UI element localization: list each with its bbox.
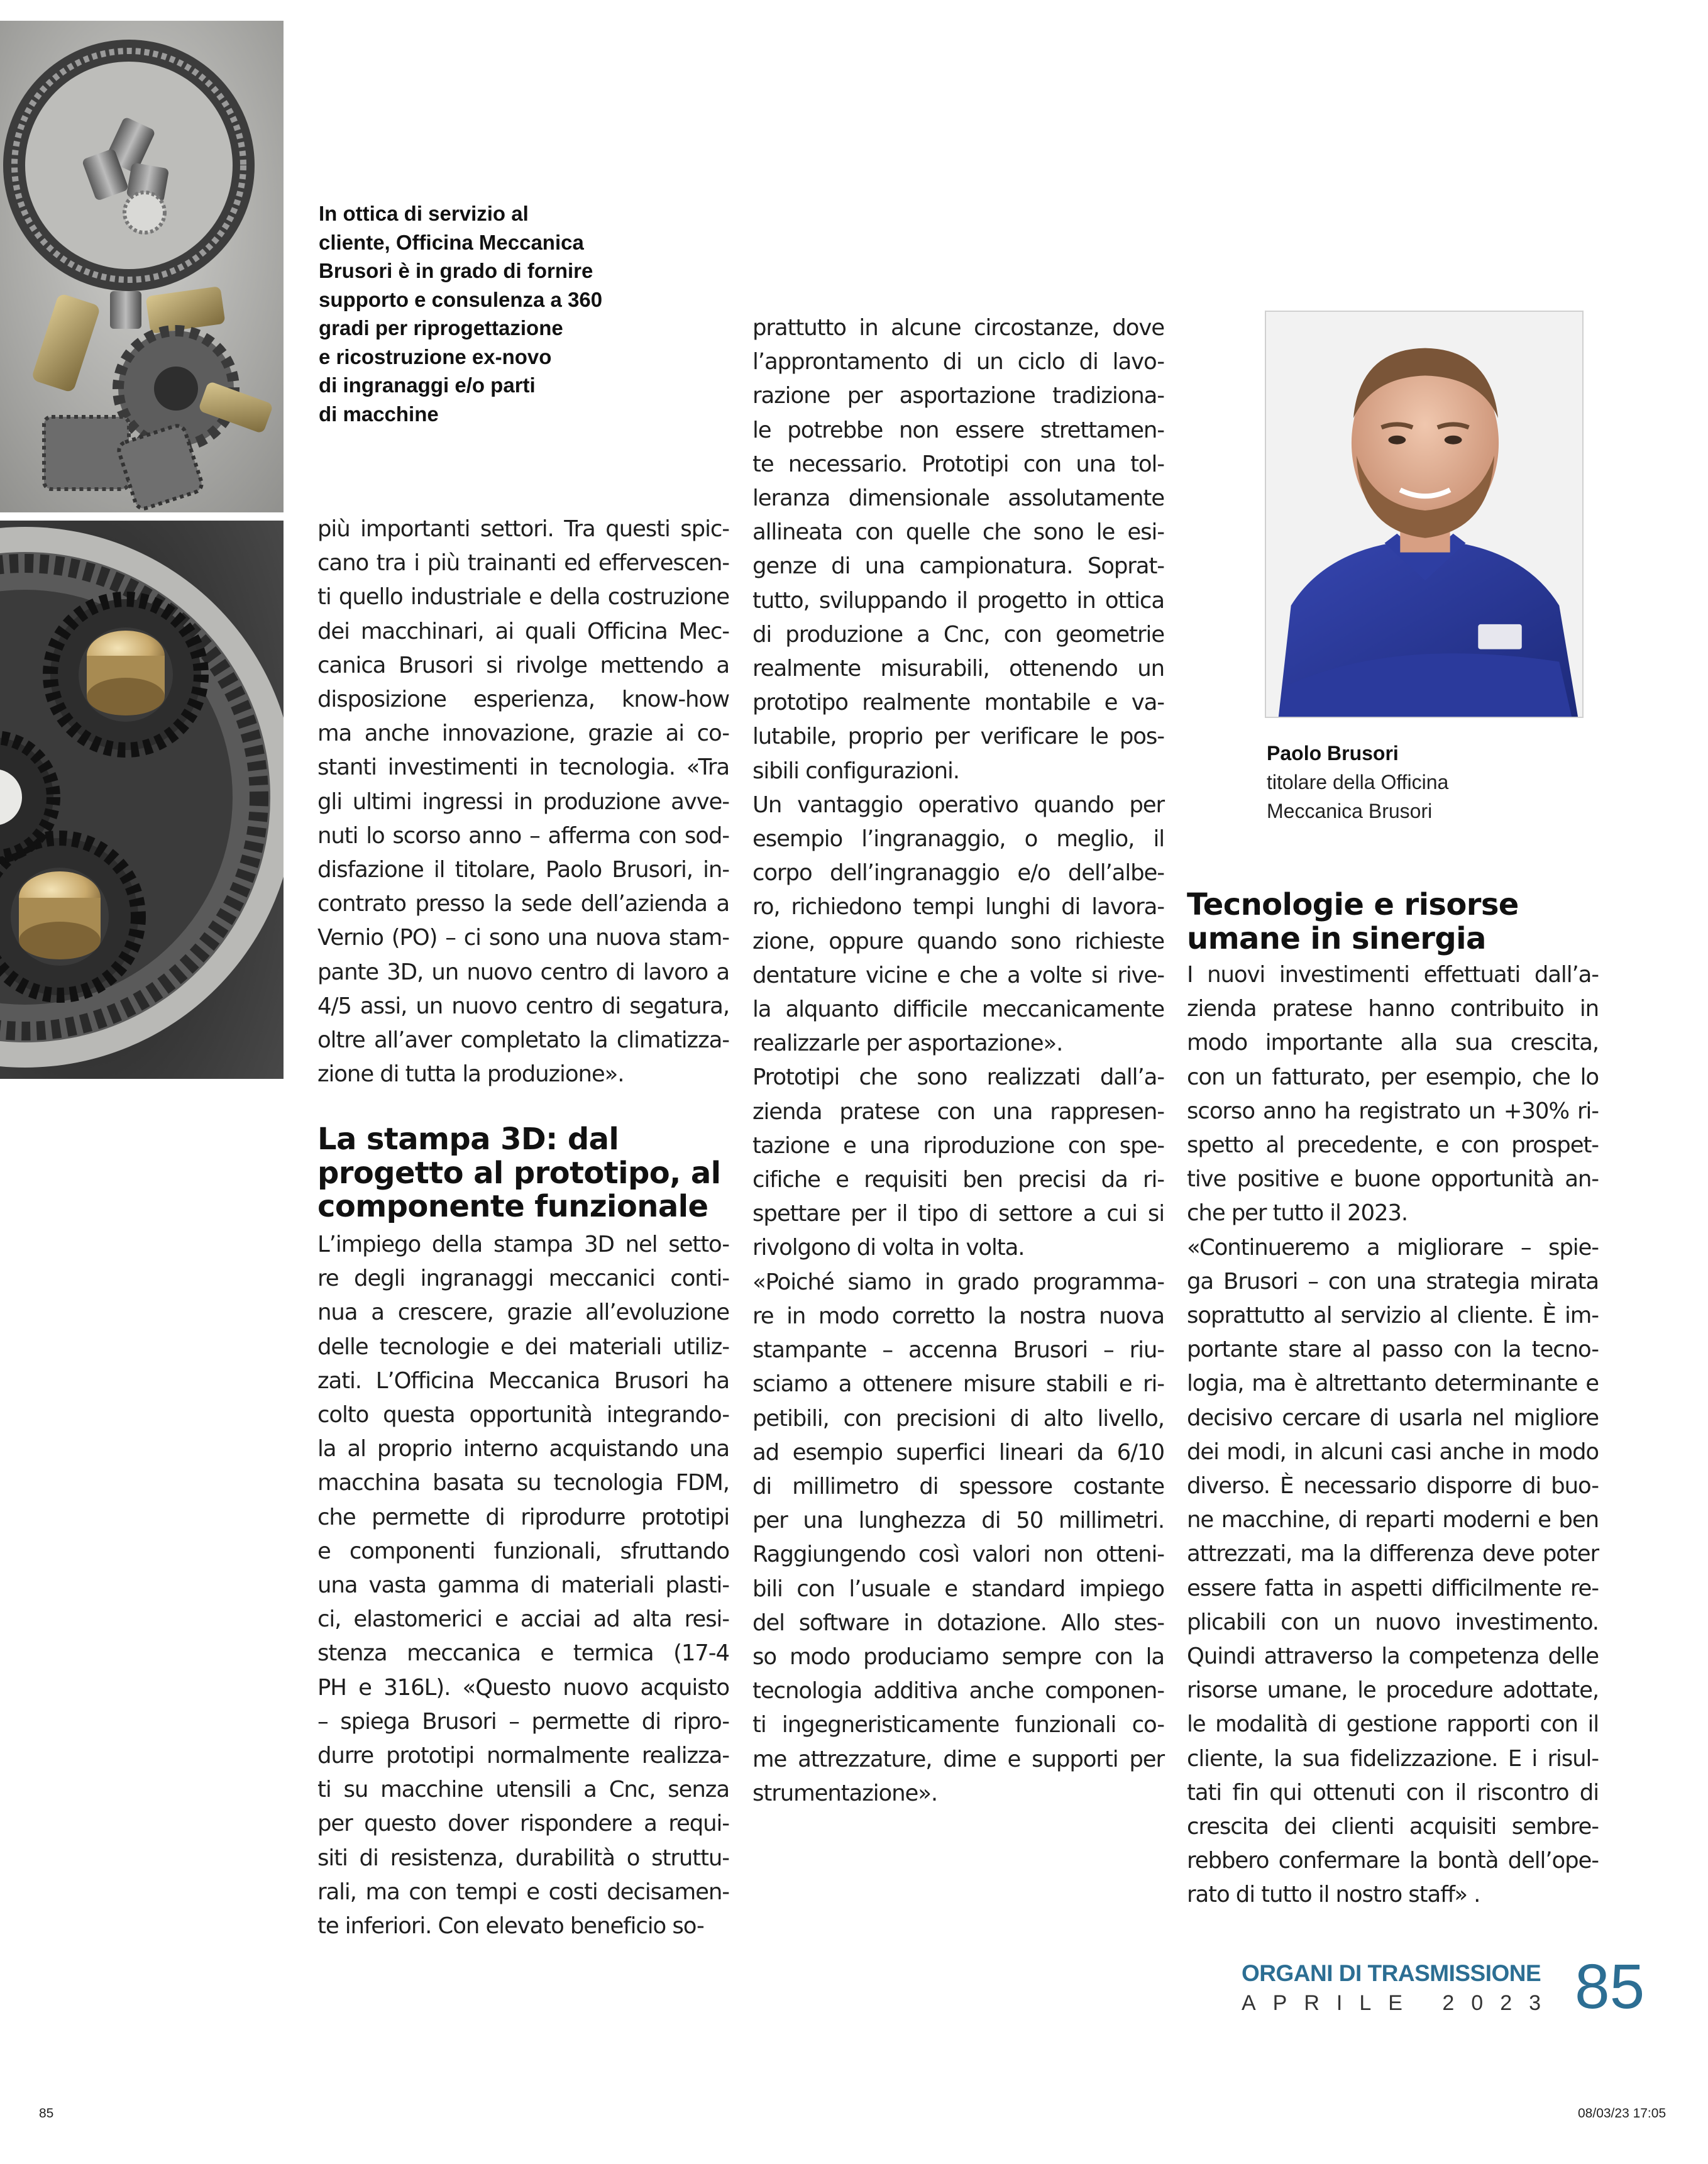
text-line: tutto, sviluppando il progetto in ottica	[752, 587, 1164, 614]
text-line: realizzarle per asportazione».	[752, 1030, 1063, 1057]
text-line: crescita dei clienti acquisiti sembre-	[1187, 1814, 1599, 1840]
text-line: Un vantaggio operativo quando per	[752, 792, 1164, 818]
text-line: ti quello industriale e della costruzione	[317, 584, 729, 610]
column-1-body	[317, 1228, 729, 1943]
section-heading-3d-printing	[317, 1123, 758, 1224]
heading-line: componente funzionale	[317, 1189, 708, 1224]
text-line: ma anche innovazione, grazie ai co-	[317, 720, 729, 747]
column-3-body	[1187, 958, 1599, 1913]
text-line: bili con l’usuale e standard impiego	[752, 1576, 1164, 1602]
section-heading-technologies	[1187, 888, 1627, 956]
text-line: dentature vicine e che a volte si rive-	[752, 962, 1164, 988]
text-line: realmente misurabili, ottenendo un	[752, 656, 1164, 682]
text-line: stampante – accenna Brusori – riu-	[752, 1337, 1164, 1364]
text-line: prattutto in alcune circostanze, dove	[752, 315, 1164, 341]
text-line: spettare per il tipo di settore a cui si	[752, 1201, 1164, 1227]
text-line: spetto al precedente, e con prospet-	[1187, 1132, 1599, 1159]
text-line: rebbero confermare la bontà dell’ope-	[1187, 1848, 1599, 1874]
text-line: plicabili con un nuovo investimento.	[1187, 1609, 1599, 1635]
magazine-name: ORGANI DI TRASMISSIONE	[1242, 1960, 1541, 1986]
text-line: disfazione il titolare, Paolo Brusori, in-	[317, 857, 729, 883]
text-line: – spiega Brusori – permette di ripro-	[317, 1708, 729, 1735]
text-line: la alquanto difficile meccanicamente	[752, 996, 1164, 1023]
text-line: logia, ma è altrettanto determinante e	[1187, 1371, 1599, 1397]
text-line: che per tutto il 2023.	[1187, 1200, 1408, 1227]
text-line: delle tecnologie e dei materiali utiliz-	[317, 1333, 729, 1360]
text-line: ne macchine, di reparti moderni e ben	[1187, 1507, 1599, 1533]
text-line: zione di tutta la produzione».	[317, 1061, 624, 1088]
text-line: allineata con quelle che sono le esi-	[752, 519, 1164, 546]
text-line: zione, oppure quando sono richieste	[752, 928, 1164, 954]
text-line: con un fatturato, per esempio, che lo	[1187, 1064, 1599, 1090]
text-line: L’impiego della stampa 3D nel setto-	[317, 1232, 729, 1257]
text-line: rali, ma con tempi e costi decisamen-	[317, 1879, 729, 1905]
text-line: re in modo corretto la nostra nuova	[752, 1303, 1164, 1329]
text-line: «Poiché siamo in grado programma-	[752, 1269, 1164, 1295]
text-line: ad esempio superfici lineari da 6/10	[752, 1439, 1164, 1466]
text-line: la al proprio interno acquistando una	[317, 1436, 729, 1462]
planetary-gear-photo	[0, 521, 284, 1079]
heading-line: progetto al prototipo, al	[317, 1155, 721, 1191]
caption-line: di ingranaggi e/o parti	[319, 373, 536, 397]
text-line: e componenti funzionali, sfruttando	[317, 1538, 729, 1564]
text-line: modo importante alla sua crescita,	[1187, 1030, 1599, 1056]
text-line: gli ultimi ingressi in produzione avve-	[317, 788, 729, 815]
text-line: dei modi, in alcuni casi anche in modo	[1187, 1438, 1599, 1465]
text-line: durre prototipi normalmente realizza-	[317, 1743, 729, 1769]
text-line: nuti lo scorso anno – afferma con sod-	[317, 822, 729, 849]
photo-caption	[319, 199, 627, 428]
caption-line: In ottica di servizio al	[319, 202, 529, 225]
column-1-intro	[317, 512, 729, 1091]
text-line: cifiche e requisiti ben precisi da ri-	[752, 1167, 1164, 1193]
text-line: portante stare al passo con la tecno-	[1187, 1337, 1599, 1363]
caption-line: e ricostruzione ex-novo	[319, 345, 552, 368]
text-line: pante 3D, un nuovo centro di lavoro a	[317, 959, 729, 985]
text-line: rivolgono di volta in volta.	[752, 1235, 1025, 1261]
text-line: esempio l’ingranaggio, o meglio, il	[752, 826, 1164, 853]
text-line: me attrezzature, dime e supporti per	[752, 1746, 1164, 1772]
text-line: cano tra i più trainanti ed effervescen-	[317, 550, 729, 577]
text-line: ro, richiedono tempi lunghi di lavora-	[752, 894, 1164, 920]
text-line: nua a crescere, grazie all’evoluzione	[317, 1300, 729, 1326]
text-line: per questo dover rispondere a requi-	[317, 1811, 729, 1837]
text-line: disposizione esperienza, know-how	[317, 687, 729, 713]
caption-line: gradi per riprogettazione	[319, 316, 563, 340]
text-line: so modo produciamo sempre con la	[752, 1643, 1164, 1670]
text-line: corpo dell’ingranaggio e/o dell’albe-	[752, 860, 1164, 886]
text-line: essere fatta in aspetti difficilmente re-	[1187, 1575, 1599, 1601]
text-line: «Continueremo a migliorare – spie-	[1187, 1234, 1599, 1261]
text-line: I nuovi investimenti effettuati dall’a-	[1187, 962, 1599, 988]
text-line: macchina basata su tecnologia FDM,	[317, 1470, 729, 1496]
heading-line: La stampa 3D: dal	[317, 1122, 619, 1157]
text-line: ga Brusori – con una strategia mirata	[1187, 1268, 1599, 1295]
text-line: scorso anno ha registrato un +30% ri-	[1187, 1098, 1599, 1124]
text-line: zienda pratese con una rappresen-	[752, 1098, 1164, 1125]
gear-parts-photo	[0, 21, 284, 512]
text-line: leranza dimensionale assolutamente	[752, 485, 1164, 512]
text-line: le modalità di gestione rapporti con il	[1187, 1711, 1599, 1738]
caption-line: cliente, Officina Meccanica	[319, 230, 584, 254]
text-line: petibili, con precisioni di alto livello,	[752, 1405, 1164, 1432]
text-line: sciamo a ottenere misure stabili e ri-	[752, 1371, 1164, 1398]
text-line: le potrebbe non essere strettamen-	[752, 417, 1164, 443]
text-line: del software in dotazione. Allo stes-	[752, 1609, 1164, 1636]
text-line: re degli ingranaggi meccanici conti-	[317, 1266, 729, 1292]
print-slug-page: 85	[39, 2106, 54, 2121]
text-line: rato di tutto il nostro staff» .	[1187, 1882, 1480, 1908]
text-line: decisivo cercare di usarla nel migliore	[1187, 1405, 1599, 1431]
text-line: tive positive e buone opportunità an-	[1187, 1166, 1599, 1193]
text-line: soprattutto al servizio al cliente. È im-	[1187, 1303, 1599, 1329]
text-line: strumentazione».	[752, 1780, 938, 1806]
text-line: Quindi attraverso la competenza delle	[1187, 1643, 1599, 1670]
text-line: oltre all’aver completato la climatizza-	[317, 1027, 729, 1054]
text-line: risorse umane, le procedure adottate,	[1187, 1677, 1599, 1704]
heading-line: umane in sinergia	[1187, 920, 1486, 956]
portrait-caption	[1267, 739, 1531, 825]
issue-date: APRILE 2023	[1242, 1991, 1558, 2015]
text-line: razione per asportazione tradiziona-	[752, 383, 1164, 409]
text-line: tazione e una riproduzione con spe-	[752, 1132, 1164, 1159]
text-line: ti ingegneristicamente funzionali co-	[752, 1712, 1164, 1738]
text-line: ci, elastomerici e acciai ad alta resi-	[317, 1606, 729, 1633]
text-line: attrezzati, ma la differenza deve poter	[1187, 1541, 1599, 1567]
text-line: ti su macchine utensili a Cnc, senza	[317, 1777, 729, 1803]
text-line: più importanti settori. Tra questi spic-	[317, 516, 729, 542]
text-line: tecnologia additiva anche componen-	[752, 1678, 1164, 1704]
text-line: sibili configurazioni.	[752, 758, 959, 784]
text-line: cliente, la sua fidelizzazione. E i risul-	[1187, 1745, 1599, 1772]
text-line: 4/5 assi, un nuovo centro di segatura,	[317, 993, 729, 1019]
text-line: tati fin qui ottenuti con il riscontro di	[1187, 1779, 1599, 1806]
portrait-role: Meccanica Brusori	[1267, 800, 1433, 822]
text-line: Prototipi che sono realizzati dall’a-	[752, 1064, 1164, 1091]
text-line: diverso. È necessario disporre di buo-	[1187, 1473, 1599, 1499]
text-line: siti di resistenza, durabilità o struttu-	[317, 1845, 729, 1871]
text-line: stanti investimenti in tecnologia. «Tra	[317, 754, 729, 781]
text-line: genze di una campionatura. Soprat-	[752, 553, 1164, 580]
caption-line: Brusori è in grado di fornire	[319, 259, 593, 282]
text-line: colto questa opportunità integrando-	[317, 1402, 729, 1428]
portrait-name: Paolo Brusori	[1267, 742, 1399, 765]
caption-line: di macchine	[319, 402, 439, 426]
caption-line: supporto e consulenza a 360	[319, 287, 603, 311]
text-line: canica Brusori si rivolge mettendo a	[317, 652, 729, 678]
text-line: per una lunghezza di 50 millimetri.	[752, 1508, 1164, 1534]
portrait-role: titolare della Officina	[1267, 771, 1449, 793]
text-line: dei macchinari, ai quali Officina Mec-	[317, 618, 729, 644]
column-2-body	[752, 311, 1164, 1811]
text-line: Vernio (PO) – ci sono una nuova stam-	[317, 925, 729, 951]
text-line: lutabile, proprio per verificare le pos-	[752, 724, 1164, 750]
text-line: di millimetro di spessore costante	[752, 1473, 1164, 1499]
text-line: PH e 316L). «Questo nuovo acquisto	[317, 1674, 729, 1701]
text-line: una vasta gamma di materiali plasti-	[317, 1572, 729, 1599]
text-line: zati. L’Officina Meccanica Brusori ha	[317, 1367, 729, 1394]
heading-line: Tecnologie e risorse	[1187, 887, 1519, 922]
page-number: 85	[1575, 1951, 1645, 2022]
text-line: che permette di riprodurre prototipi	[317, 1504, 729, 1530]
text-line: Raggiungendo così valori non otteni-	[752, 1542, 1164, 1568]
text-line: te necessario. Prototipi con una tol-	[752, 451, 1164, 477]
text-line: stenza meccanica e termica (17-4	[317, 1640, 729, 1667]
text-line: prototipo realmente montabile e va-	[752, 690, 1164, 716]
text-line: di produzione a Cnc, con geometrie	[752, 621, 1164, 648]
print-slug-timestamp: 08/03/23 17:05	[1578, 2106, 1667, 2121]
text-line: zienda pratese hanno contribuito in	[1187, 996, 1599, 1022]
text-line: l’approntamento di un ciclo di lavo-	[752, 349, 1164, 375]
text-line: te inferiori. Con elevato beneficio so-	[317, 1913, 704, 1940]
portrait-photo	[1265, 311, 1584, 718]
text-line: contrato presso la sede dell’azienda a	[317, 891, 729, 917]
